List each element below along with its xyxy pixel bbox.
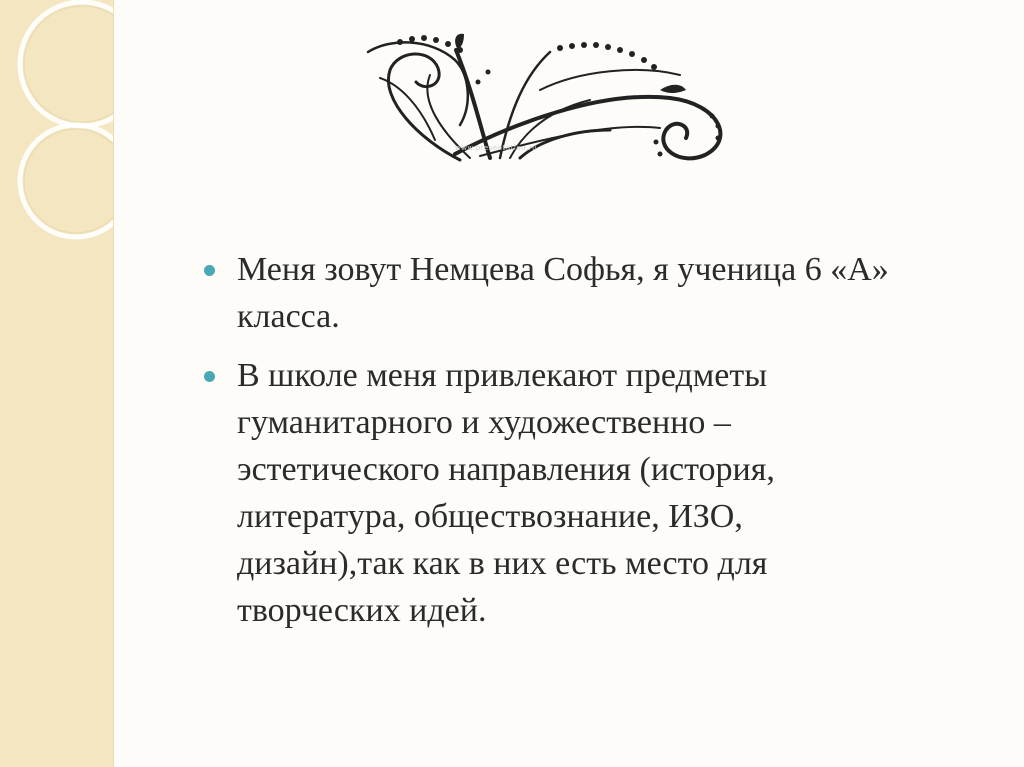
bullet-dot-icon (204, 265, 215, 276)
decorative-side-band (0, 0, 114, 767)
ornament-watermark: www.presentation.ru (455, 144, 538, 152)
bullet-list (200, 246, 920, 646)
floral-swirl-ornament-icon (360, 30, 740, 165)
bullet-item-interests (200, 352, 920, 634)
bullet-dot-icon (204, 371, 215, 382)
bullet-item-intro (200, 246, 920, 340)
bullet-text: В школе меня привлекают предметы гуманитарного и художественно – эстетического направления (история, литература, обществознание, ИЗО, дизайн),так как в них есть место для творческих идей. (237, 357, 775, 629)
bullet-text: Меня зовут Немцева Софья, я ученица 6 «А» класса. (237, 251, 889, 335)
decorative-rings-icon (0, 0, 113, 767)
